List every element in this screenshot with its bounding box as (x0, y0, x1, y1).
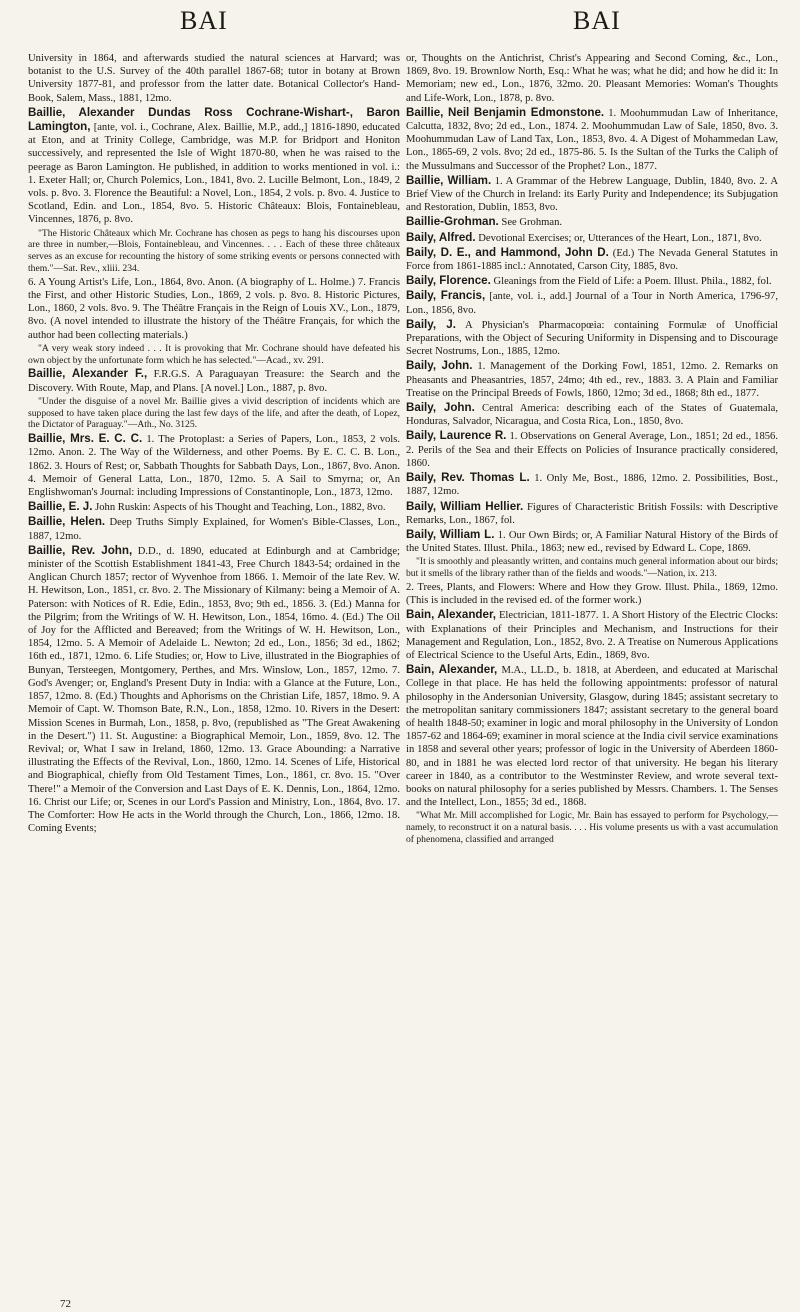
entry (406, 289, 778, 316)
entry-text: Deep Truths Simply Explained, for Women's Bible-Classes, Lon., 1887, 12mo. (28, 517, 400, 542)
entry-text: [ante, vol. i., add.] Journal of a Tour in North America, 1796-97, Lon., 1856, 8vo. (406, 291, 778, 316)
entry-headword: Bain, Alexander, (406, 608, 497, 622)
entry (406, 52, 778, 105)
header-left-guide-word: BAI (180, 6, 228, 35)
entry-text: [ante, vol. i., Cochrane, Alex. Baillie, M.P., add.,] 1816-1890, educated at Eton, and at Trinity College, Cambridge, was M.P. for Bridport and Honiton successively, and represented the Isle of Wight 1870-80, when he was raised to the peerage as Baron Lamington. He published, in addition to works mentioned in vol. i.: 1. Exeter Hall; or, Church Polemics, Lon., 1841, 8vo. 2. Lucille Belmont, Lon., 1849, 2 vols. p. 8vo. 3. Florence the Beautiful: a Novel, Lon., 1854, 2 vols. p. 8vo. 4. Justice to Scotland, Edin. and Lon., 1854, 8vo. 5. Historic Châteaux: Blois, Fontainebleau, Vincennes, 1876, p. 8vo. (28, 122, 400, 226)
entry-headword: Baily, Francis, (406, 289, 486, 303)
entry-text: Gleanings from the Field of Life: a Poem. Illust. Phila., 1882, fol. (490, 276, 772, 288)
entry (406, 663, 778, 809)
entry (28, 544, 400, 835)
entry (406, 500, 778, 527)
entry-text: See Grohman. (498, 217, 563, 229)
entry (406, 581, 778, 607)
entry-headword: Baillie, E. J. (28, 500, 93, 514)
entry-headword: Baily, John. (406, 401, 475, 415)
entry-text: "It is smoothly and pleasantly written, and contains much general information about our birds; but it smells of the library rather than of the fields and woods."—Nation, ix. 213. (406, 556, 779, 580)
entry-headword: Baily, William L. (406, 527, 495, 541)
entry-text: 1. Our Own Birds; or, A Familiar Natural History of the Birds of the United States. Illust. Phila., 1863; new ed., revised by Edward L. Cope, 1869. (406, 529, 778, 555)
entry-headword: Baillie, Mrs. E. C. C. (28, 432, 143, 446)
entry (406, 231, 778, 245)
entry (406, 359, 778, 400)
entry-headword: Baily, Florence. (406, 274, 491, 288)
entry-text: "A very weak story indeed . . . It is provoking that Mr. Cochrane should have defeated his own object by the unfortunate form which he has selected."—Acad., xv. 291. (28, 342, 400, 366)
quotation (406, 810, 778, 845)
entry-text: 2. Trees, Plants, and Flowers: Where and How they Grow. Illust. Phila., 1869, 12mo. (This is included in the revised ed. of the former work.) (406, 581, 778, 607)
quotation (28, 343, 400, 367)
entry (406, 274, 778, 288)
entry (28, 500, 400, 514)
entry (28, 432, 400, 499)
entry-text: 1. Management of the Dorking Fowl, 1851, 12mo. 2. Remarks on Pheasants and Pheasantries, 1857, 24mo; 4th ed., rev., 1883. 3. A Plain and Familiar Treatise on the Principal Breeds of Fowls, 1860, 12mo; 3d ed., 1868; 8th ed., 1877. (406, 361, 778, 399)
entry (28, 106, 400, 227)
page-number: 72 (60, 1298, 71, 1310)
entry-headword: Baily, D. E., and Hammond, John D. (406, 245, 609, 259)
entry-text: 1. Only Me, Bost., 1886, 12mo. 2. Possibilities, Bost., 1887, 12mo. (406, 473, 778, 498)
entry-text: 6. A Young Artist's Life, Lon., 1864, 8vo. Anon. (A biography of L. Holme.) 7. Francis the First, and other Historic Studies, Lon., 1869, 2 vols. p. 8vo. 8. Historic Pictures, Lon., 1860, 2 vols. 8vo. 9. The Théâtre Français in the Reign of Louis XV., Lon., 1879, 8vo. (A novel intended to illustrate the history of the Théâtre Français, for which the author had been collecting materials.) (28, 276, 400, 341)
entry-headword: Baillie, Neil Benjamin Edmonstone. (406, 105, 605, 119)
entry (406, 608, 778, 662)
entry (28, 276, 400, 342)
quotation (406, 556, 778, 580)
entry (406, 174, 778, 215)
entry-text: Electrician, 1811-1877. 1. A Short History of the Electric Clocks: with Explanations of their Principles and Mechanism, and Instructions for their Management and Regulation, Lon., 1852, 8vo. 2. A Treatise on Numerous Applications of Electrical Science to the Useful Arts, Edin., 1869, 8vo. (406, 610, 779, 661)
entry-text: Devotional Exercises; or, Utterances of the Heart, Lon., 1871, 8vo. (475, 232, 762, 244)
entry-headword: Baily, John. (406, 359, 473, 373)
entry-text: John Ruskin: Aspects of his Thought and Teaching, Lon., 1882, 8vo. (92, 502, 386, 514)
entry-text: "The Historic Châteaux which Mr. Cochrane has chosen as pegs to hang his discourses upon are three in number,—Blois, Fontainebleau, and Vincennes. . . . Each of these three châteaux serves as an excuse for recounting the history of some striking events or persons connected with them."—Sat. Rev., xliii. 234. (28, 227, 400, 275)
entry-headword: Baillie, Helen. (28, 515, 106, 529)
entry-text: F.R.G.S. A Paraguayan Treasure: the Search and the Discovery. With Route, Map, and Plans. [A novel.] Lon., 1887, p. 8vo. (28, 369, 401, 394)
entry (28, 52, 400, 105)
entry-text: 1. The Protoplast: a Series of Papers, Lon., 1853, 2 vols. 12mo. Anon. 2. The Way of the Wilderness, and other Poems. By E. C. C. B. Lon., 1862. 3. Hours of Rest; or, Sabbath Thoughts for Sabbath Days, Lon., 1867, 8vo. Anon. 4. Memoir of General Latta, Lon., 1870, 12mo. 5. A Sail to Smyrna; or, An Englishwoman's Journal: including Impressions of Constantinople, Lon., 1873, 12mo. (28, 434, 401, 499)
entry-text: (Ed.) The Nevada General Statutes in Force from 1861-1885 incl.: Annotated, Carson City, 1885, 8vo. (406, 247, 778, 273)
entry-headword: Baily, Rev. Thomas L. (406, 471, 530, 485)
entry-text: A Physician's Pharmacopœia: containing Formulæ of Unofficial Preparations, with the Object of Securing Uniformity in Dispensing and to Discourage Secret Nostrums, Lon., 1885, 12mo. (406, 319, 778, 358)
entry (406, 246, 778, 273)
entry-headword: Baillie, William. (406, 173, 492, 187)
running-header (0, 6, 800, 46)
entry (28, 515, 400, 542)
entry-headword: Baillie, Rev. John, (28, 543, 133, 557)
entry-text: Figures of Characteristic British Fossils: with Descriptive Remarks, Lon., 1867, fol. (406, 501, 778, 526)
quotation (28, 396, 400, 431)
entry (406, 429, 778, 470)
entry (406, 401, 778, 428)
entry (406, 471, 778, 498)
entry-text: "What Mr. Mill accomplished for Logic, Mr. Bain has essayed to perform for Psychology,—namely, to reconstruct it on a natural basis. . . . His volume presents us with a vast accumulation of phenomena, classified and arranged (406, 810, 778, 845)
entry-headword: Baillie-Grohman. (406, 215, 499, 229)
entry-text: University in 1864, and afterwards studied the natural sciences at Harvard; was botanist to the U.S. Survey of the 40th parallel 1867-68; tutor in botany at Brown University 1877-81, and professor from the latter date. Botanical Collector's Hand-Book, Salem, Mass., 1881, 12mo. (28, 53, 400, 104)
entry-text: or, Thoughts on the Antichrist, Christ's Appearing and Second Coming, &c., Lon., 1869, 8vo. 19. Brownlow North, Esq.: What he was; what he did; and how he did it: In Memoriam; new ed., Lon., 1876, 32mo. 20. Pleasant Memories: Woman's Thoughts and Life-Work, Lon., 1878, p. 8vo. (406, 53, 778, 104)
entry-headword: Baillie, Alexander F., (28, 367, 148, 381)
entry-text: "Under the disguise of a novel Mr. Baillie gives a vivid description of incidents which are supposed to have taken place during the last few days of the life, and after the death, of Lopez, the Dictator of Paraguay."—Ath., No. 3125. (28, 395, 400, 431)
entry-headword: Baily, Alfred. (406, 230, 476, 244)
entry-headword: Baily, Laurence R. (406, 429, 507, 443)
entry-headword: Baily, J. (406, 317, 456, 331)
entry (406, 106, 778, 173)
entry-text: 1. Observations on General Average, Lon., 1851; 2d ed., 1856. 2. Perils of the Sea and their Effects on Policies of Insurance practically considered, 1860. (406, 431, 779, 469)
entry (406, 215, 778, 229)
quotation (28, 228, 400, 275)
entry-headword: Bain, Alexander, (406, 663, 498, 677)
entry (28, 367, 400, 394)
entry (406, 318, 778, 359)
entry-text: M.A., LL.D., b. 1818, at Aberdeen, and educated at Marischal College in that place. He has held the following appointments: professor of natural philosophy in the Andersonian University, Glasgow, during 1845; assistant secretary to the metropolitan sanitary commissioners 1847; assistant secretary to the general board of health 1848-50; examiner in logic and moral philosophy in the University of London 1857-62 and 1864-69; examiner in moral science at the India civil service examinations in 1858 and several other years; professor of logic in the University of Aberdeen 1860-80, and in 1881 he was elected lord rector of that university. He began his literary career in 1840, as a contributor to the Westminster Review, and wrote several text-books on natural philosophy for a series published by Messrs. Chambers. 1. The Senses and the Intellect, Lon., 1855; 3d ed., 1868. (406, 665, 778, 809)
entry (406, 528, 778, 555)
entry-headword: Baily, William Hellier. (406, 499, 524, 513)
right-column (406, 52, 778, 847)
header-right-guide-word: BAI (573, 6, 621, 35)
entry-text: 1. A Grammar of the Hebrew Language, Dublin, 1840, 8vo. 2. A Brief View of the Church in Ireland: its Early Purity and Independence; its Subjugation and Restoration, Dublin, 1853, 8vo. (406, 175, 778, 214)
entry-headword: Baillie, Alexander Dundas Ross Cochrane-Wishart-, Baron Lamington, (28, 105, 400, 134)
entry-text: 1. Moohummudan Law of Inheritance, Calcutta, 1832, 8vo; 2d ed., Lon., 1874. 2. Moohummudan Law of Sale, 1850, 8vo. 3. Moohummudan Law of Land Tax, Lon., 1853, 8vo. 4. A Digest of Mohammedan Law, Lon., 1865-69, 2 vols. 8vo; 2d ed., 1875-86. 5. Is the Sultan of the Turks the Caliph of the Mussulmans and Successor of the Prophet? Lon., 1877. (406, 107, 778, 172)
entry-text: Central America: describing each of the States of Guatemala, Honduras, Salvador, Nicaragua, and Costa Rica, Lon., 1850, 8vo. (406, 403, 778, 428)
left-column (28, 52, 400, 836)
entry-text: D.D., d. 1890, educated at Edinburgh and at Cambridge; minister of the Scottish Establishment 1841-43, Free Church 1843-54; ordained in the Anglican Church 1857; rector of Wyvenhoe from 1866. 1. Memoir of the late Rev. W. H. Hewitson, Lon., 1851, cr. 8vo. 2. The Missionary of Kilmany: being a Memoir of A. Paterson: with Notices of R. Edie, Edin., 1853, 8vo; 9th ed., 1856. 3. (Ed.) Manna for the Pilgrim; from the Writings of W. H. Hewitson, Lon., 1854, 16mo. 4. (Ed.) The Oil of Joy for the Afflicted and Bereaved; from the Writings of W. H. Hewitson, Lon., 1854, 12mo. 5. A Memoir of Adelaide L. Newton; 2d ed., Lon., 1856; 3d ed., 1862; 16th ed., 1871, 12mo. 6. Life Studies; or, How to Live, illustrated in the Biographies of Bunyan, Tersteegen, Montgomery, Perthes, and Mrs. Winslow, Lon., 1857, 12mo. 7. God's Avenger; or, England's Present Duty in India: with a Glance at the Future, Lon., 1857, 12mo. 8. (Ed.) Thoughts and Aphorisms on the Christian Life, 1857, 18mo. 9. A Memoir of Capt. W. Thomson Bate, R.N., Lon., 1858, 12mo. 10. Rivers in the Desert: Mission Scenes in Burmah, Lon., 1858, p. 8vo, (republished as "The Great Awakening in the Desert.") 11. St. Augustine: a Biographical Memoir, Lon., 1859, 8vo. 12. The Revival; or, What I saw in Ireland, 1860, 12mo. 13. Grace Abounding: a Narrative illustrating the Effects of the Revival, Lon., 1860, 12mo. 14. Scenes of Life, Historical and Biographical, chiefly from Old Testament Times, Lon., 1861, cr. 8vo. 15. "Over There!" a Memoir of the Conversion and Last Days of E. K. Dennis, Lon., 1864, 12mo. 16. Christ our Life; or, Scenes in our Lord's Passion and Ministry, Lon., 1864, 8vo. 17. The Comforter: How He acts in the World through the Church, Lon., 1866, 12mo. 18. Coming Events; (28, 545, 400, 835)
